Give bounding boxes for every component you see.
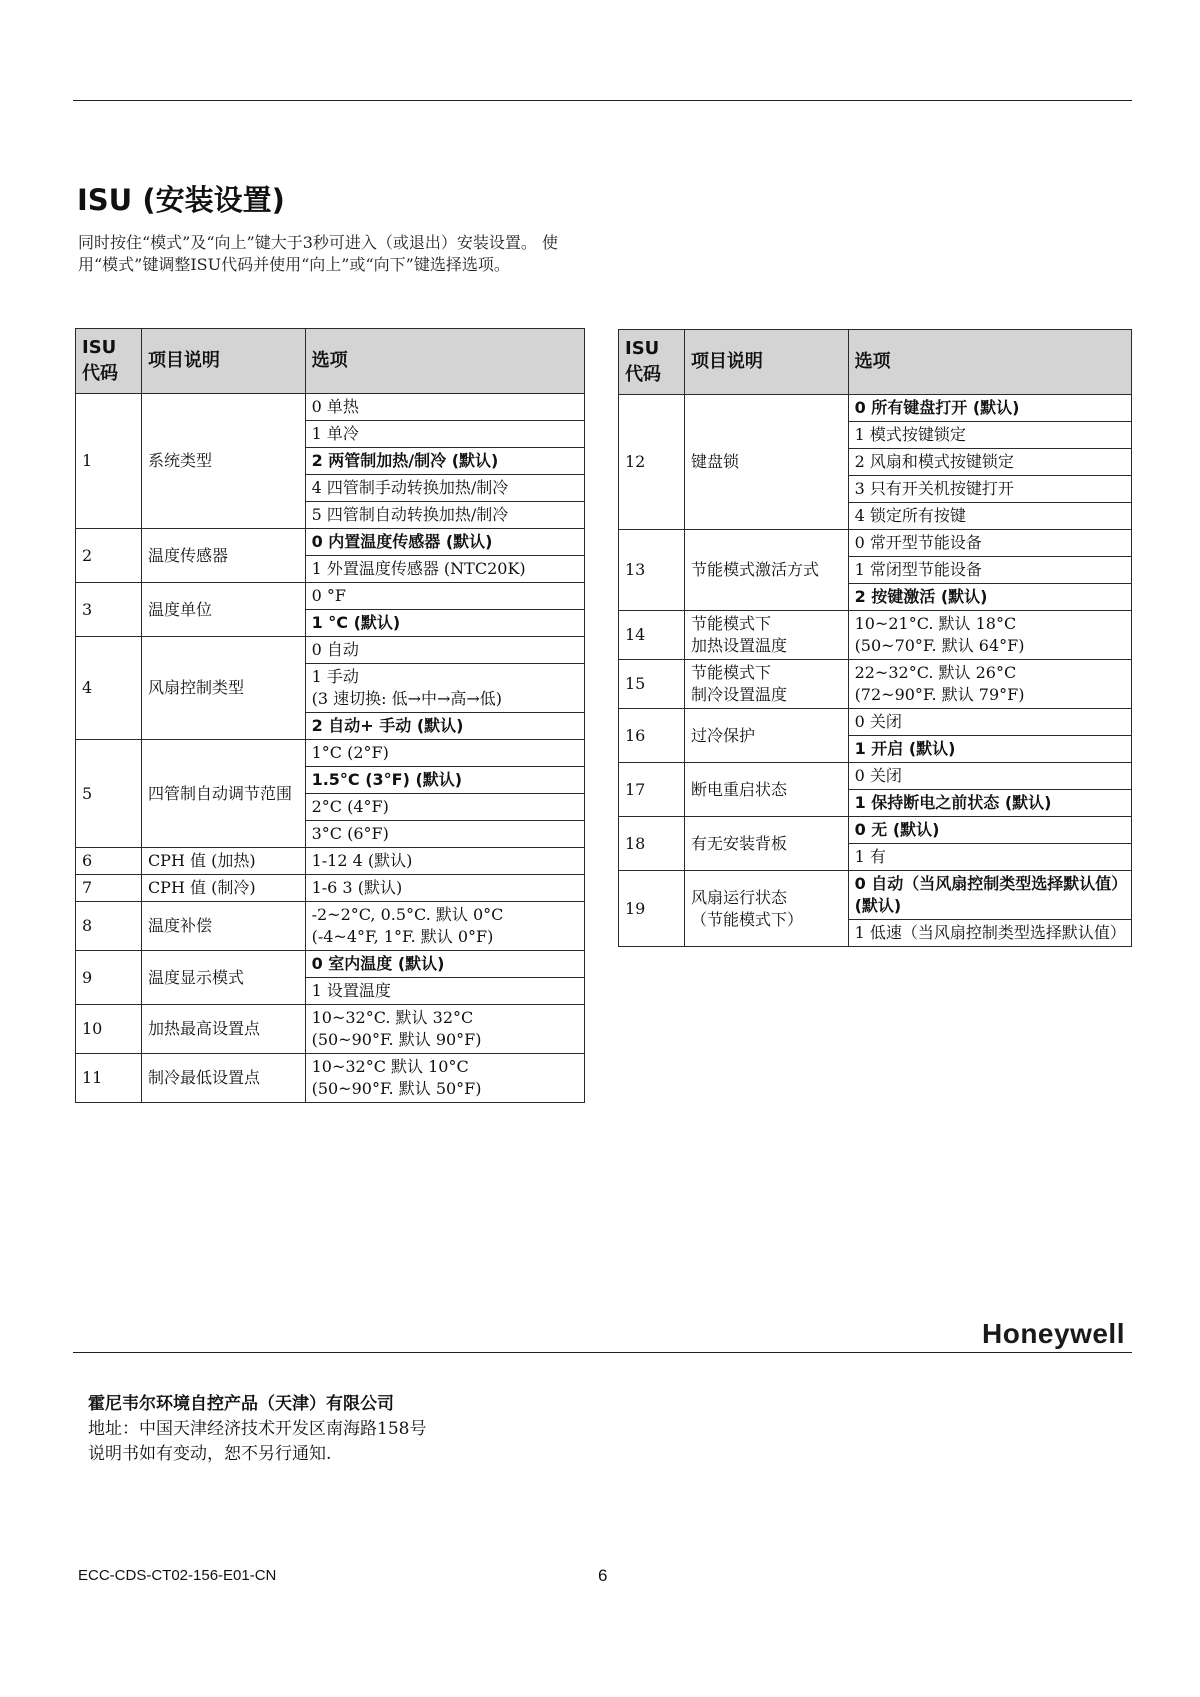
item-description-cell: 节能模式下 制冷设置温度	[684, 660, 848, 709]
table-row	[619, 871, 1132, 920]
option-cell: 4 锁定所有按键	[848, 503, 1131, 530]
option-cell: 1 单冷	[305, 421, 584, 448]
honeywell-logo: Honeywell	[982, 1318, 1125, 1349]
option-cell: 1 常闭型节能设备	[848, 557, 1131, 584]
header-options: 选项	[305, 329, 584, 394]
option-cell: -2~2°C, 0.5°C. 默认 0°C (-4~4°F, 1°F. 默认 0°F)	[305, 902, 584, 951]
table-row	[619, 395, 1132, 422]
document-code: ECC-CDS-CT02-156-E01-CN	[78, 1567, 277, 1584]
default-option-cell: 2 两管制加热/制冷 (默认)	[305, 448, 584, 475]
table-row	[76, 740, 585, 767]
item-description-cell: 过冷保护	[684, 709, 848, 763]
isu-code-cell: 17	[619, 763, 685, 817]
default-option-cell: 1.5°C (3°F) (默认)	[305, 767, 584, 794]
item-description-cell: 有无安装背板	[684, 817, 848, 871]
isu-code-cell: 1	[76, 394, 142, 529]
table-row	[76, 1005, 585, 1054]
option-cell: 0 单热	[305, 394, 584, 421]
option-cell: 0 °F	[305, 583, 584, 610]
option-cell: 3 只有开关机按键打开	[848, 476, 1131, 503]
item-description-cell: 制冷最低设置点	[141, 1054, 305, 1103]
option-cell: 1-6 3 (默认)	[305, 875, 584, 902]
isu-code-cell: 16	[619, 709, 685, 763]
table-row	[76, 848, 585, 875]
isu-code-cell: 12	[619, 395, 685, 530]
option-cell: 10~32°C 默认 10°C (50~90°F. 默认 50°F)	[305, 1054, 584, 1103]
default-option-cell: 0 无 (默认)	[848, 817, 1131, 844]
intro-text: 同时按住“模式”及“向上”键大于3秒可进入（或退出）安装设置。 使用“模式”键调整ISU代码并使用“向上”或“向下”键选择选项。	[78, 233, 558, 274]
isu-code-cell: 13	[619, 530, 685, 611]
company-info	[88, 1392, 426, 1467]
item-description-cell: 四管制自动调节范围	[141, 740, 305, 848]
option-cell: 2 风扇和模式按键锁定	[848, 449, 1131, 476]
table-row	[619, 660, 1132, 709]
option-cell: 10~21°C. 默认 18°C (50~70°F. 默认 64°F)	[848, 611, 1131, 660]
isu-code-cell: 9	[76, 951, 142, 1005]
isu-code-cell: 3	[76, 583, 142, 637]
option-cell: 1-12 4 (默认)	[305, 848, 584, 875]
default-option-cell: 1 开启 (默认)	[848, 736, 1131, 763]
option-cell: 1 有	[848, 844, 1131, 871]
item-description-cell: 节能模式下 加热设置温度	[684, 611, 848, 660]
isu-code-cell: 18	[619, 817, 685, 871]
isu-code-cell: 15	[619, 660, 685, 709]
isu-code-cell: 6	[76, 848, 142, 875]
item-description-cell: CPH 值 (加热)	[141, 848, 305, 875]
default-option-cell: 0 自动（当风扇控制类型选择默认值）(默认)	[848, 871, 1131, 920]
table-row	[619, 763, 1132, 790]
item-description-cell: 加热最高设置点	[141, 1005, 305, 1054]
default-option-cell: 1 保持断电之前状态 (默认)	[848, 790, 1131, 817]
company-name: 霍尼韦尔环境自控产品（天津）有限公司	[88, 1394, 394, 1414]
table-row	[619, 530, 1132, 557]
option-cell: 1 模式按键锁定	[848, 422, 1131, 449]
table-row	[76, 529, 585, 556]
table-row	[76, 875, 585, 902]
table-row	[619, 709, 1132, 736]
option-cell: 0 关闭	[848, 763, 1131, 790]
table-row	[619, 817, 1132, 844]
default-option-cell: 0 室内温度 (默认)	[305, 951, 584, 978]
default-option-cell: 2 自动+ 手动 (默认)	[305, 713, 584, 740]
table-row	[76, 583, 585, 610]
default-option-cell: 0 内置温度传感器 (默认)	[305, 529, 584, 556]
item-description-cell: 节能模式激活方式	[684, 530, 848, 611]
item-description-cell: 风扇控制类型	[141, 637, 305, 740]
isu-code-cell: 8	[76, 902, 142, 951]
default-option-cell: 2 按键激活 (默认)	[848, 584, 1131, 611]
table-row	[76, 902, 585, 951]
option-cell: 0 自动	[305, 637, 584, 664]
isu-code-cell: 19	[619, 871, 685, 947]
option-cell: 10~32°C. 默认 32°C (50~90°F. 默认 90°F)	[305, 1005, 584, 1054]
option-cell: 1 手动 (3 速切换: 低→中→高→低)	[305, 664, 584, 713]
option-cell: 0 关闭	[848, 709, 1131, 736]
page-title: ISU (安装设置)	[77, 183, 285, 217]
item-description-cell: 温度单位	[141, 583, 305, 637]
isu-code-cell: 11	[76, 1054, 142, 1103]
option-cell: 1°C (2°F)	[305, 740, 584, 767]
option-cell: 3°C (6°F)	[305, 821, 584, 848]
item-description-cell: CPH 值 (制冷)	[141, 875, 305, 902]
option-cell: 5 四管制自动转换加热/制冷	[305, 502, 584, 529]
item-description-cell: 温度传感器	[141, 529, 305, 583]
option-cell: 0 常开型节能设备	[848, 530, 1131, 557]
item-description-cell: 断电重启状态	[684, 763, 848, 817]
header-code: ISU 代码	[619, 330, 685, 395]
table-row	[76, 951, 585, 978]
table-row	[619, 611, 1132, 660]
isu-code-cell: 10	[76, 1005, 142, 1054]
isu-code-cell: 2	[76, 529, 142, 583]
isu-table-right	[618, 329, 1132, 947]
header-description: 项目说明	[684, 330, 848, 395]
isu-code-cell: 14	[619, 611, 685, 660]
table-header-row	[619, 330, 1132, 395]
header-options: 选项	[848, 330, 1131, 395]
isu-code-cell: 7	[76, 875, 142, 902]
header-code: ISU 代码	[76, 329, 142, 394]
isu-table-left	[75, 328, 585, 1103]
isu-code-cell: 5	[76, 740, 142, 848]
default-option-cell: 0 所有键盘打开 (默认)	[848, 395, 1131, 422]
item-description-cell: 温度显示模式	[141, 951, 305, 1005]
table-header-row	[76, 329, 585, 394]
header-rule	[73, 100, 1132, 101]
table-row	[76, 1054, 585, 1103]
option-cell: 2°C (4°F)	[305, 794, 584, 821]
footer-rule	[73, 1352, 1132, 1353]
option-cell: 1 设置温度	[305, 978, 584, 1005]
table-row	[76, 394, 585, 421]
option-cell: 1 低速（当风扇控制类型选择默认值）	[848, 920, 1131, 947]
default-option-cell: 1 °C (默认)	[305, 610, 584, 637]
change-notice: 说明书如有变动，恕不另行通知.	[88, 1444, 332, 1464]
header-description: 项目说明	[141, 329, 305, 394]
item-description-cell: 温度补偿	[141, 902, 305, 951]
table-row	[76, 637, 585, 664]
company-address: 地址：中国天津经济技术开发区南海路158号	[88, 1419, 427, 1439]
option-cell: 1 外置温度传感器 (NTC20K)	[305, 556, 584, 583]
page-number: 6	[598, 1566, 608, 1585]
option-cell: 4 四管制手动转换加热/制冷	[305, 475, 584, 502]
option-cell: 22~32°C. 默认 26°C (72~90°F. 默认 79°F)	[848, 660, 1131, 709]
item-description-cell: 风扇运行状态 （节能模式下）	[684, 871, 848, 947]
item-description-cell: 键盘锁	[684, 395, 848, 530]
item-description-cell: 系统类型	[141, 394, 305, 529]
isu-code-cell: 4	[76, 637, 142, 740]
